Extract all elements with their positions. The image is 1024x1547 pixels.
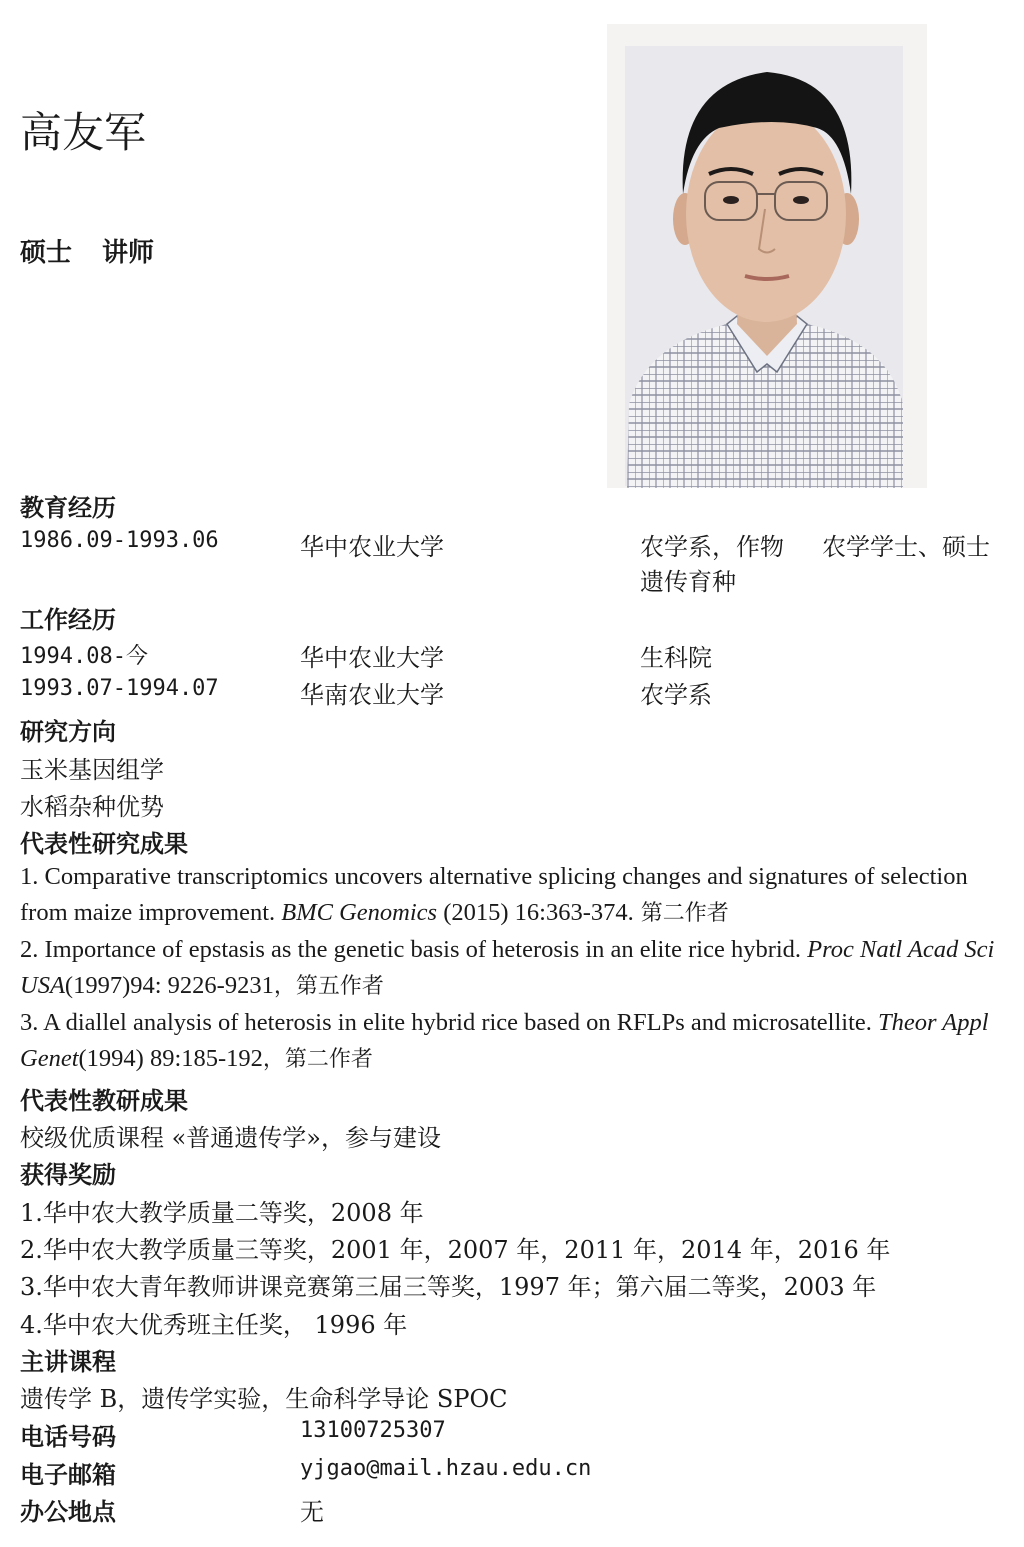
awards-heading: 获得奖励 — [20, 1160, 116, 1189]
email-label: 电子邮箱 — [20, 1460, 116, 1489]
education-heading: 教育经历 — [20, 493, 116, 522]
work-institution: 华南农业大学 — [300, 681, 444, 709]
award-item: 2.华中农大教学质量三等奖，2001 年，2007 年，2011 年，2014 年，2016 年 — [20, 1236, 891, 1264]
phone-value[interactable]: 13100725307 — [300, 1418, 446, 1443]
education-period: 1986.09-1993.06 — [20, 528, 219, 553]
work-department: 生科院 — [640, 644, 712, 672]
publications-heading: 代表性研究成果 — [20, 829, 188, 858]
work-period: 1993.07-1994.07 — [20, 676, 219, 701]
work-period: 1994.08-今 — [20, 644, 148, 669]
publication-item: 1. Comparative transcriptomics uncovers alternative splicing changes and signatures of selection from maize improvement. BMC Genomics (2015) 16:363-374. 第二作者 — [20, 863, 968, 926]
journal-name: Theor Appl Genet — [20, 1009, 989, 1072]
degree: 硕士 — [20, 238, 73, 268]
degree-title — [20, 232, 184, 269]
education-degree: 农学学士、硕士 — [822, 533, 990, 561]
research-heading: 研究方向 — [20, 717, 116, 746]
courses-heading: 主讲课程 — [20, 1347, 116, 1376]
education-institution: 华中农业大学 — [300, 533, 444, 561]
education-department: 农学系，作物 — [640, 533, 784, 561]
office-label: 办公地点 — [20, 1497, 116, 1526]
teaching-research-text: 校级优质课程 «普通遗传学»，参与建设 — [20, 1124, 441, 1152]
award-item: 4.华中农大优秀班主任奖， 1996 年 — [20, 1311, 408, 1339]
email-value[interactable]: yjgao@mail.hzau.edu.cn — [300, 1456, 592, 1481]
person-name: 高友军 — [20, 108, 147, 157]
journal-name: BMC Genomics — [281, 899, 438, 926]
teaching-research-heading: 代表性教研成果 — [20, 1086, 188, 1115]
publication-item: 2. Importance of epstasis as the genetic basis of heterosis in an elite rice hybrid. Proc Natl Acad Sci USA(1997)94: 9226-9231，第五作者 — [20, 936, 995, 999]
publication-item: 3. A diallel analysis of heterosis in elite hybrid rice based on RFLPs and microsatellite. Theor Appl Genet(1994) 89:185-192，第二作者 — [20, 1009, 989, 1072]
portrait-illustration — [607, 24, 927, 488]
work-heading: 工作经历 — [20, 605, 116, 634]
office-value: 无 — [300, 1498, 324, 1526]
work-institution: 华中农业大学 — [300, 644, 444, 672]
award-item: 1.华中农大教学质量二等奖，2008 年 — [20, 1199, 424, 1227]
research-item: 水稻杂种优势 — [20, 793, 164, 821]
job-title: 讲师 — [102, 238, 155, 268]
research-item: 玉米基因组学 — [20, 756, 164, 784]
portrait-photo — [607, 24, 927, 488]
education-department-line2: 遗传育种 — [640, 568, 736, 596]
award-item: 3.华中农大青年教师讲课竞赛第三届三等奖，1997 年；第六届二等奖，2003 年 — [20, 1273, 877, 1301]
work-department: 农学系 — [640, 681, 712, 709]
journal-name: Proc Natl Acad Sci USA — [20, 936, 995, 999]
phone-label: 电话号码 — [20, 1422, 116, 1451]
courses-text: 遗传学 B，遗传学实验，生命科学导论 SPOC — [20, 1385, 508, 1413]
